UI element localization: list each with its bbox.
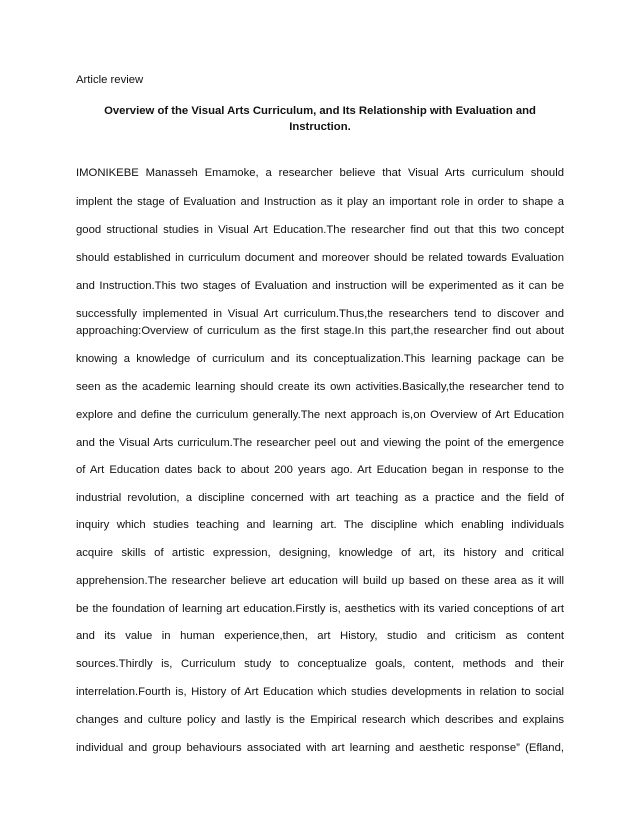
document-title bbox=[76, 103, 564, 135]
body-line: IMONIKEBE Manasseh Emamoke, a researcher believe that Visual Arts curriculum should bbox=[76, 167, 564, 179]
body-line: implent the stage of Evaluation and Instruction as it play an important role in order to shape a bbox=[76, 196, 564, 208]
body-line: good structional studies in Visual Art Education.The researcher find out that this two concept bbox=[76, 224, 564, 236]
body-line: approaching:Overview of curriculum as the first stage.In this part,the researcher find out about bbox=[76, 325, 564, 337]
body-line: should established in curriculum document and moreover should be related towards Evaluation bbox=[76, 252, 564, 264]
body-line: changes and culture policy and lastly is the Empirical research which describes and explains bbox=[76, 714, 564, 726]
body-line: acquire skills of artistic expression, designing, knowledge of art, its history and critical bbox=[76, 547, 564, 559]
body-line: individual and group behaviours associated with art learning and aesthetic response” (Efland, bbox=[76, 742, 564, 754]
body-line: successfully implemented in Visual Art curriculum.Thus,the researchers tend to discover and bbox=[76, 308, 564, 320]
body-line: knowing a knowledge of curriculum and its conceptualization.This learning package can be bbox=[76, 353, 564, 365]
body-line: be the foundation of learning art education.Firstly is, aesthetics with its varied conceptions of art bbox=[76, 603, 564, 615]
document-label: Article review bbox=[76, 74, 144, 86]
body-line: and its value in human experience,then, art History, studio and criticism as content bbox=[76, 630, 564, 642]
body-line: sources.Thirdly is, Curriculum study to conceptualize goals, content, methods and their bbox=[76, 658, 564, 670]
body-line: apprehension.The researcher believe art education will build up based on these area as it will bbox=[76, 575, 564, 587]
body-line: explore and define the curriculum generally.The next approach is,on Overview of Art Education bbox=[76, 409, 564, 421]
body-line: seen as the academic learning should create its own activities.Basically,the researcher tend to bbox=[76, 381, 564, 393]
body-line: interrelation.Fourth is, History of Art Education which studies developments in relation to social bbox=[76, 686, 564, 698]
body-line: of Art Education dates back to about 200 years ago. Art Education began in response to the bbox=[76, 464, 564, 476]
document-title-line-1: Overview of the Visual Arts Curriculum, and Its Relationship with Evaluation and bbox=[104, 105, 536, 117]
body-line: industrial revolution, a discipline concerned with art teaching as a practice and the field of bbox=[76, 492, 564, 504]
body-line: and Instruction.This two stages of Evaluation and instruction will be experimented as it can be bbox=[76, 280, 564, 292]
document-title-line-2: Instruction. bbox=[289, 121, 351, 133]
body-line: and the Visual Arts curriculum.The researcher peel out and viewing the point of the emergence bbox=[76, 437, 564, 449]
body-line: inquiry which studies teaching and learning art. The discipline which enabling individuals bbox=[76, 519, 564, 531]
